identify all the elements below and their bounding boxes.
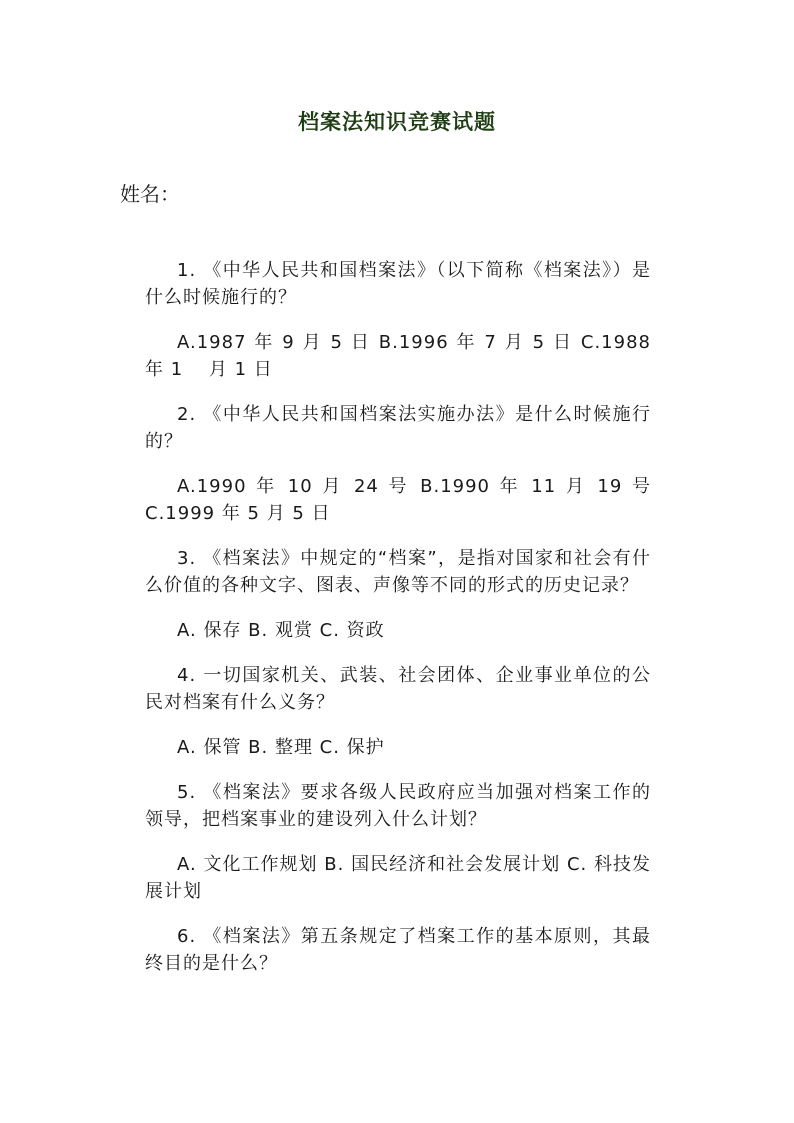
question-4-options: A. 保管 B. 整理 C. 保护	[177, 737, 385, 758]
question-5-options: A. 文化工作规划 B. 国民经济和社会发展计划 C. 科技发展计划	[145, 854, 651, 902]
document-title: 档案法知识竞赛试题	[298, 109, 496, 134]
name-label: 姓名：	[120, 182, 180, 206]
question-2: 2. 《中华人民共和国档案法实施办法》是什么时候施行的？	[145, 404, 651, 452]
question-3-options: A. 保存 B. 观赏 C. 资政	[177, 620, 385, 641]
question-5: 5. 《档案法》要求各级人民政府应当加强对档案工作的领导，把档案事业的建设列入什么计划？	[145, 782, 651, 830]
question-1: 1. 《中华人民共和国档案法》（以下简称《档案法》）是什么时候施行的？	[145, 260, 651, 308]
question-content	[145, 257, 651, 995]
question-6: 6. 《档案法》第五条规定了档案工作的基本原则，其最终目的是什么？	[145, 926, 651, 974]
question-1-options: A.1987 年 9 月 5 日 B.1996 年 7 月 5 日 C.1988 年 1 月 1 日	[145, 332, 651, 380]
question-4: 4. 一切国家机关、武装、社会团体、企业事业单位的公民对档案有什么义务？	[145, 665, 651, 713]
question-2-options: A.1990 年 10 月 24 号 B.1990 年 11 月 19 号 C.1999 年 5 月 5 日	[145, 476, 651, 524]
question-3: 3. 《档案法》中规定的“档案”，是指对国家和社会有什么价值的各种文字、图表、声像等不同的形式的历史记录？	[145, 548, 651, 596]
